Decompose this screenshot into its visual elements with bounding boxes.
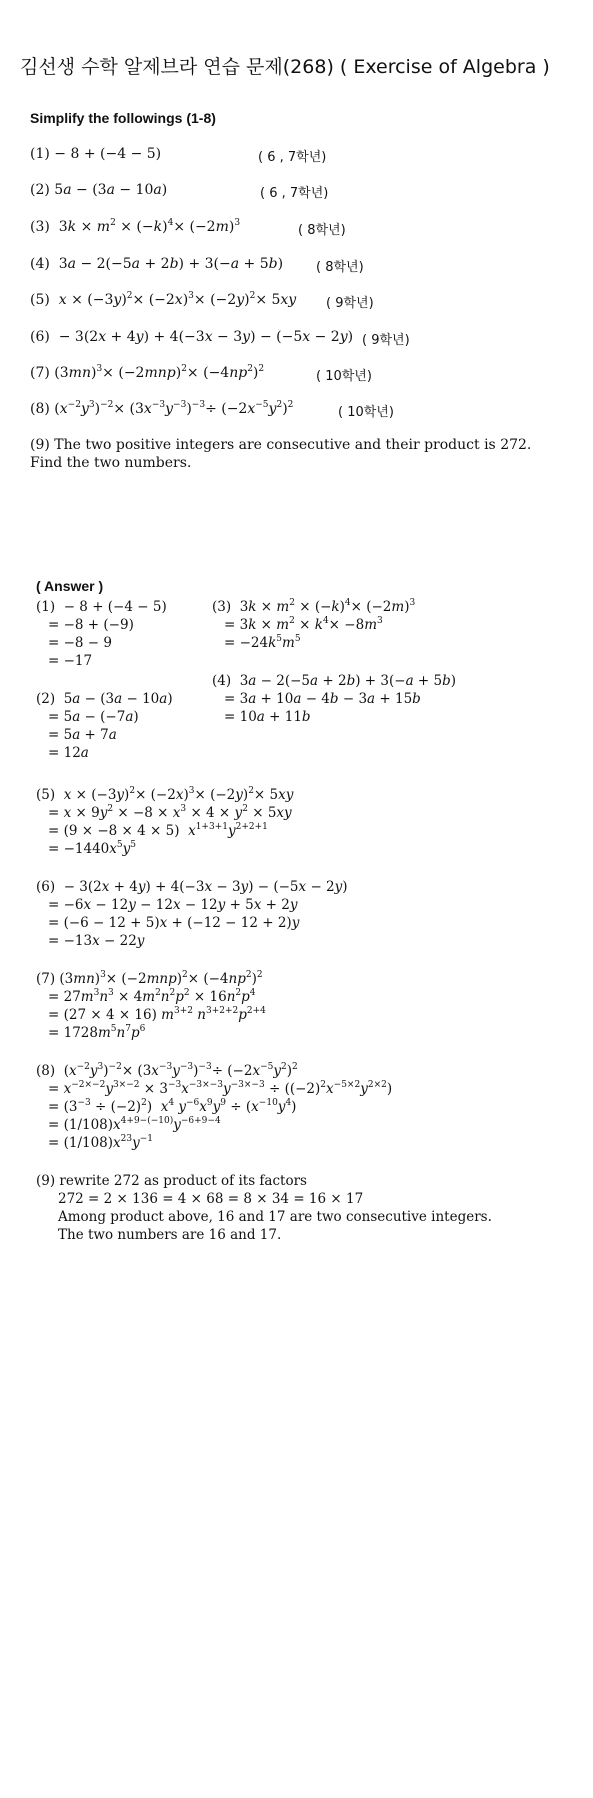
- grade-label: ( 6 , 7학년): [258, 150, 327, 165]
- problem-number: (4): [30, 256, 50, 272]
- problem-4: (4) 3a − 2(−5a + 2b) + 3(−a + 5b) ( 8학년): [30, 256, 364, 275]
- answer-9-line: (9) rewrite 272 as product of its factors: [36, 1173, 307, 1189]
- grade-label: ( 8학년): [298, 223, 346, 238]
- answer-5: (5) $x \times (-3y)^2\times (-2x)^3\times (-2y)^2\times 5xy$ = $x \times 9y^2 \times -8 \times x^3 \times 4 \times y^2 \times 5xy$ = (9 × −8 × 4 × 5) $x^{1+3+1}y^{2+2+1}$ = $-1440x^5y^5$: [36, 786, 294, 857]
- answer-8: (8) $(x^{-2}y^3)^{-2}\times (3x^{-3}y^{-3})^{-3}\div (-2x^{-5}y^2)^2$ = $x^{-2\times-2}y^{3\times-2} \times 3^{-3}x^{-3\times-3}y^{-3\times-3} \div ((-2)^2x^{-5\times 2}y^{2\times 2})$ = $(3^{-3} \div (-2)^2)$ $x^4$ $y^{-6}x^9y^9 \div (x^{-10}y^4)$ = $(1/108)x^{4+9-(-10)}y^{-6+9-4}$ = $(1/108)x^{23}y^{-1}$: [36, 1062, 393, 1151]
- answer-9: [36, 1172, 492, 1244]
- answer-4: (4) 3a − 2(−5a + 2b) + 3(−a + 5b) = 3a + 10a − 4b − 3a + 15b = 10a + 11b: [212, 673, 457, 725]
- problem-7: (7) $(3mn)^3\times (-2mnp)^2\times (-4np^2)^2$ ( 10학년): [30, 364, 372, 384]
- problem-5: (5) $x \times (-3y)^2\times (-2x)^3\times (-2y)^2\times 5xy$ ( 9학년): [30, 291, 374, 311]
- problem-8: (8) $(x^{-2}y^3)^{-2}\times (3x^{-3}y^{-3})^{-3}\div (-2x^{-5}y^2)^2$ ( 10학년): [30, 400, 394, 420]
- instructions: Simplify the followings (1-8): [30, 110, 216, 126]
- problem-number: (5): [30, 292, 50, 308]
- problem-1: (1) − 8 + (−4 − 5) ( 6 , 7학년): [30, 146, 327, 165]
- answer-3: (3) $3k \times m^2 \times (-k)^4\times (-2m)^3$ = $3k \times m^2 \times k^4\times -8m^3$ = $-24k^5m^5$: [212, 598, 416, 651]
- grade-label: ( 10학년): [338, 405, 394, 420]
- answer-9-line: The two numbers are 16 and 17.: [58, 1227, 282, 1243]
- problem-number: (7): [30, 365, 50, 381]
- answer-1: (1) − 8 + (−4 − 5) = −8 + (−9) = −8 − 9 = −17: [36, 599, 167, 669]
- problem-number: (6): [30, 329, 50, 345]
- problem-6: (6) − 3(2x + 4y) + 4(−3x − 3y) − (−5x − 2y) ( 9학년): [30, 329, 410, 348]
- problem-3: (3) $3k \times m^2 \times (-k)^4\times (-2m)^3$ ( 8학년): [30, 218, 346, 238]
- answer-7: (7) $(3mn)^3\times (-2mnp)^2\times (-4np^2)^2$ = $27m^3n^3 \times 4m^2n^2p^2 \times 16n^2p^4$ = (27 × 4 × 16) $m^{3+2}$ $n^{3+2+2}p^{2+4}$ = $1728m^5n^7p^6$: [36, 970, 266, 1041]
- problem-number: (8): [30, 401, 50, 417]
- answer-6: (6) − 3(2x + 4y) + 4(−3x − 3y) − (−5x − 2y) = −6x − 12y − 12x − 12y + 5x + 2y = (−6 − 12 + 5)x + (−12 − 12 + 2)y = −13x − 22y: [36, 879, 348, 949]
- problem-9-line: (9) The two positive integers are consecutive and their product is 272.: [30, 437, 532, 453]
- grade-label: ( 8학년): [316, 260, 364, 275]
- answer-heading: ( Answer ): [36, 578, 104, 594]
- problem-number: (3): [30, 219, 50, 235]
- grade-label: ( 9학년): [326, 296, 374, 311]
- grade-label: ( 9학년): [362, 333, 410, 348]
- problem-9: [30, 436, 570, 472]
- answer-9-line: Among product above, 16 and 17 are two consecutive integers.: [58, 1209, 492, 1225]
- answer-2: (2) 5a − (3a − 10a) = 5a − (−7a) = 5a + 7a = 12a: [36, 691, 173, 761]
- problem-number: (1): [30, 146, 50, 162]
- page-title: 김선생 수학 알제브라 연습 문제(268) ( Exercise of Algebra ): [20, 56, 550, 78]
- grade-label: ( 6 , 7학년): [260, 186, 329, 201]
- grade-label: ( 10학년): [316, 369, 372, 384]
- problem-2: (2) 5a − (3a − 10a) ( 6 , 7학년): [30, 182, 329, 201]
- problem-number: (2): [30, 182, 50, 198]
- answer-9-line: 272 = 2 × 136 = 4 × 68 = 8 × 34 = 16 × 17: [58, 1191, 364, 1207]
- problem-9-line: Find the two numbers.: [30, 455, 192, 471]
